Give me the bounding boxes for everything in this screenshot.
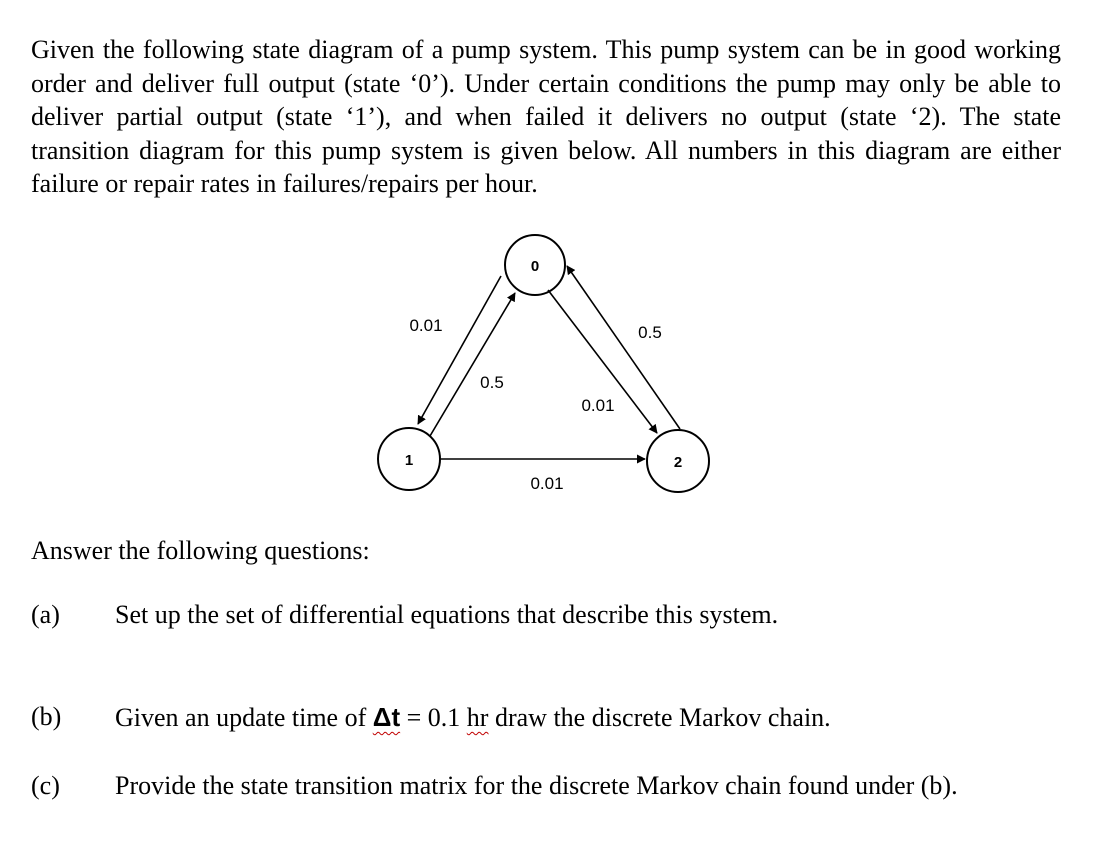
rate-label-1-to-2: 0.01 <box>530 474 564 493</box>
state-0-label: 0 <box>530 258 540 275</box>
delta-t-symbol: Δt <box>372 702 401 732</box>
intro-paragraph: Given the following state diagram of a pump system. This pump system can be in good working order and deliver full output (state ‘0’). Under certain conditions the pump may only be able to deliver partial output (state ‘1’), and when failed it delivers no output (state ‘2). The state transition diagram for this pump system is given below. All numbers in this diagram are either failure or repair rates in failures/repairs per hour. <box>31 35 1061 198</box>
answer-heading: Answer the following questions: <box>31 536 370 565</box>
state-1-label: 1 <box>404 452 414 469</box>
question-c-letter: (c) <box>31 771 60 800</box>
state-2-node <box>647 430 709 492</box>
rate-label-1-to-0: 0.5 <box>480 373 504 392</box>
arrow-state0-to-state1 <box>418 276 501 424</box>
question-b-text-before: Given an update time of <box>115 703 373 732</box>
rate-label-2-to-0: 0.5 <box>638 323 662 342</box>
question-b-text-after: draw the discrete Markov chain. <box>488 703 831 732</box>
state-1-node <box>378 428 440 490</box>
question-b-text-mid: = 0.1 <box>400 703 467 732</box>
rate-label-0-to-1: 0.01 <box>409 316 443 335</box>
unit-hr: hr <box>466 703 489 732</box>
rate-label-0-to-2: 0.01 <box>581 396 615 415</box>
state-2-label: 2 <box>673 454 683 471</box>
question-b-letter: (b) <box>31 702 62 731</box>
question-a-text: Set up the set of differential equations that describe this system. <box>115 600 779 629</box>
question-c-text: Provide the state transition matrix for the discrete Markov chain found under (b). <box>115 771 958 800</box>
question-a-letter: (a) <box>31 600 60 629</box>
question-b-text <box>115 702 831 733</box>
arrow-state1-to-state0 <box>430 293 515 436</box>
state-0-node <box>505 235 565 295</box>
